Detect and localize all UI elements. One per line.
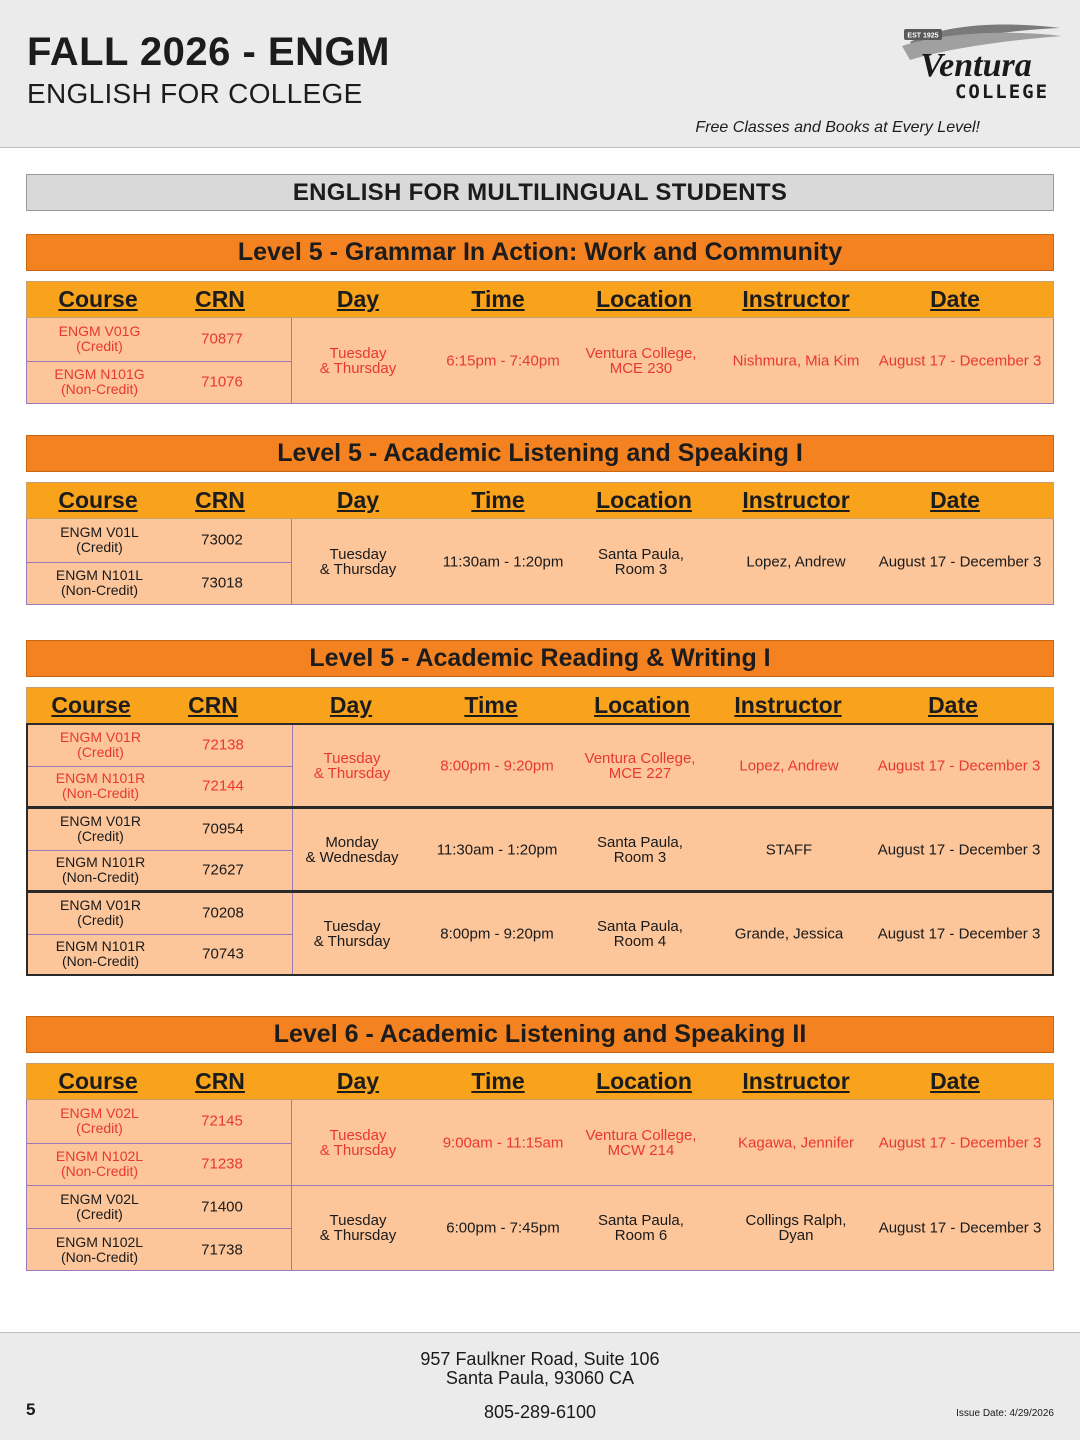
location-cell-line: Room 3 bbox=[613, 848, 667, 866]
crn: 73002 bbox=[201, 531, 243, 549]
course-code bbox=[27, 525, 172, 555]
instructor-cell-line: Collings Ralph, bbox=[745, 1212, 847, 1229]
location-cell-line: Room 3 bbox=[614, 560, 668, 578]
course-code bbox=[28, 898, 173, 928]
column-header-instructor: Instructor bbox=[742, 487, 850, 513]
date-cell: August 17 - December 3 bbox=[878, 1219, 1042, 1237]
course-id: ENGM N102L bbox=[55, 1148, 144, 1165]
day-cell-line: & Thursday bbox=[319, 560, 397, 578]
date-cell: August 17 - December 3 bbox=[878, 553, 1042, 570]
day-cell-line: Tuesday bbox=[323, 917, 381, 935]
location-cell-line: Ventura College, bbox=[585, 344, 697, 362]
column-header-instructor: Instructor bbox=[742, 1068, 850, 1094]
program-banner: ENGLISH FOR MULTILINGUAL STUDENTS bbox=[26, 174, 1054, 211]
column-header-crn: CRN bbox=[195, 286, 245, 312]
date-cell: August 17 - December 3 bbox=[877, 841, 1041, 858]
location-cell-line: MCE 227 bbox=[608, 764, 672, 782]
class-group bbox=[27, 519, 1053, 604]
date-cell: August 17 - December 3 bbox=[878, 1134, 1042, 1151]
column-header-row bbox=[26, 281, 1054, 318]
column-header-location: Location bbox=[594, 692, 690, 718]
instructor-cell bbox=[733, 353, 860, 368]
course-id: ENGM N101R bbox=[55, 854, 146, 871]
logo-est: EST 1925 bbox=[907, 32, 939, 40]
section-body bbox=[26, 1100, 1054, 1271]
crn: 70208 bbox=[202, 904, 244, 922]
day-cell-line: Tuesday bbox=[329, 1126, 387, 1144]
column-header-location: Location bbox=[596, 1068, 692, 1094]
column-header-date: Date bbox=[930, 487, 980, 513]
location-cell bbox=[597, 919, 683, 949]
table-row bbox=[28, 809, 293, 850]
course-block bbox=[27, 1100, 292, 1185]
day-cell-line: & Thursday bbox=[313, 764, 391, 782]
column-header-date: Date bbox=[928, 692, 978, 718]
column-header-course: Course bbox=[51, 692, 131, 718]
column-header-course: Course bbox=[58, 1068, 138, 1094]
day-cell bbox=[314, 919, 390, 949]
course-block bbox=[27, 1186, 292, 1270]
section-title: Level 5 - Grammar In Action: Work and Community bbox=[26, 234, 1054, 271]
column-header-day: Day bbox=[329, 692, 373, 718]
instructor-cell-line: Lopez, Andrew bbox=[739, 757, 839, 774]
tagline: Free Classes and Books at Every Level! bbox=[695, 119, 980, 136]
section-title: Level 5 - Academic Listening and Speaking I bbox=[26, 435, 1054, 472]
day-cell bbox=[320, 1213, 396, 1243]
instructor-cell-line: Grande, Jessica bbox=[734, 925, 844, 942]
course-code bbox=[27, 568, 172, 598]
instructor-cell-line: Lopez, Andrew bbox=[746, 553, 846, 570]
location-cell bbox=[586, 1128, 697, 1158]
day-cell-line: Tuesday bbox=[329, 1212, 387, 1229]
table-row bbox=[27, 318, 292, 361]
course-section bbox=[26, 234, 1054, 404]
day-cell bbox=[305, 835, 398, 865]
page-number: 5 bbox=[26, 1400, 36, 1419]
course-type: (Credit) bbox=[77, 912, 124, 929]
class-group bbox=[27, 1185, 1053, 1270]
location-cell-line: Room 4 bbox=[613, 932, 667, 950]
issue-date: Issue Date: 4/29/2026 bbox=[956, 1408, 1054, 1419]
table-row bbox=[28, 893, 293, 934]
column-header-instructor: Instructor bbox=[742, 286, 850, 312]
day-cell-line: Tuesday bbox=[329, 344, 387, 362]
location-cell-line: Santa Paula, bbox=[598, 1212, 684, 1229]
instructor-cell bbox=[738, 1135, 854, 1150]
course-section bbox=[26, 1016, 1054, 1271]
table-row bbox=[27, 519, 292, 562]
crn: 72144 bbox=[202, 777, 244, 795]
course-id: ENGM V01G bbox=[58, 323, 141, 340]
course-id: ENGM N101G bbox=[54, 366, 145, 383]
class-group bbox=[26, 723, 1054, 808]
crn: 72145 bbox=[201, 1112, 243, 1130]
column-header-row bbox=[26, 1063, 1054, 1100]
location-cell bbox=[585, 751, 696, 781]
table-row bbox=[27, 562, 292, 605]
instructor-cell bbox=[746, 1213, 847, 1243]
column-header-time: Time bbox=[471, 487, 525, 513]
crn: 71738 bbox=[201, 1241, 243, 1258]
table-row bbox=[28, 934, 293, 975]
location-cell-line: Santa Paula, bbox=[598, 545, 684, 563]
instructor-cell bbox=[746, 554, 845, 569]
column-header-row bbox=[26, 687, 1054, 724]
day-cell bbox=[320, 1128, 396, 1158]
course-code bbox=[28, 855, 173, 885]
footer-address-line1: 957 Faulkner Road, Suite 106 bbox=[420, 1349, 660, 1369]
day-cell-line: Tuesday bbox=[329, 545, 387, 563]
instructor-cell bbox=[735, 926, 843, 941]
course-type: (Non-Credit) bbox=[60, 1248, 138, 1265]
course-type: (Non-Credit) bbox=[61, 785, 139, 802]
time-cell: 8:00pm - 9:20pm bbox=[440, 925, 554, 942]
instructor-cell bbox=[766, 842, 812, 857]
table-row bbox=[27, 1186, 292, 1228]
course-block bbox=[28, 893, 293, 974]
table-row bbox=[28, 766, 293, 807]
course-code bbox=[27, 1192, 172, 1222]
location-cell-line: Ventura College, bbox=[584, 749, 696, 767]
course-id: ENGM V02L bbox=[60, 1105, 139, 1122]
course-code bbox=[27, 324, 172, 354]
course-id: ENGM V01L bbox=[60, 524, 139, 541]
time-cell: 9:00am - 11:15am bbox=[442, 1134, 564, 1151]
column-header-day: Day bbox=[336, 1068, 380, 1094]
location-cell-line: MCE 230 bbox=[609, 359, 673, 377]
table-row bbox=[27, 361, 292, 404]
column-header-row bbox=[26, 482, 1054, 519]
table-row bbox=[28, 850, 293, 891]
column-header-course: Course bbox=[58, 286, 138, 312]
location-cell-line: Santa Paula, bbox=[597, 917, 683, 935]
class-group bbox=[26, 891, 1054, 976]
class-group bbox=[27, 1100, 1053, 1185]
instructor-cell-line: Dyan bbox=[778, 1227, 814, 1244]
course-type: (Credit) bbox=[77, 744, 124, 761]
course-type: (Credit) bbox=[76, 1120, 123, 1137]
location-cell bbox=[598, 1213, 684, 1243]
day-cell bbox=[320, 346, 396, 376]
table-row bbox=[28, 725, 293, 766]
column-header-date: Date bbox=[930, 1068, 980, 1094]
day-cell bbox=[314, 751, 390, 781]
course-type: (Credit) bbox=[77, 828, 124, 845]
course-code bbox=[27, 1106, 172, 1136]
course-type: (Non-Credit) bbox=[60, 582, 138, 599]
course-type: (Non-Credit) bbox=[60, 1163, 138, 1180]
section-body bbox=[26, 318, 1054, 404]
location-cell-line: Room 6 bbox=[614, 1227, 668, 1244]
section-body bbox=[26, 519, 1054, 605]
day-cell-line: & Wednesday bbox=[305, 848, 399, 866]
course-type: (Credit) bbox=[76, 338, 123, 355]
column-header-time: Time bbox=[464, 692, 518, 718]
date-cell: August 17 - December 3 bbox=[878, 352, 1042, 369]
class-group bbox=[27, 318, 1053, 403]
time-cell: 11:30am - 1:20pm bbox=[442, 553, 564, 570]
column-header-time: Time bbox=[471, 1068, 525, 1094]
course-block bbox=[28, 725, 293, 806]
course-id: ENGM V01R bbox=[60, 897, 141, 914]
course-id: ENGM V02L bbox=[60, 1191, 139, 1207]
table-row bbox=[27, 1143, 292, 1186]
section-body bbox=[26, 723, 1054, 976]
course-type: (Non-Credit) bbox=[60, 381, 138, 398]
course-type: (Non-Credit) bbox=[61, 953, 139, 970]
column-header-crn: CRN bbox=[195, 487, 245, 513]
course-id: ENGM N101R bbox=[55, 770, 146, 787]
column-header-date: Date bbox=[930, 286, 980, 312]
course-id: ENGM V01R bbox=[60, 813, 141, 830]
course-block bbox=[28, 809, 293, 890]
column-header-crn: CRN bbox=[188, 692, 238, 718]
column-header-day: Day bbox=[336, 487, 380, 513]
course-id: ENGM N102L bbox=[55, 1233, 144, 1250]
day-cell-line: & Thursday bbox=[319, 359, 397, 377]
page-subtitle: ENGLISH FOR COLLEGE bbox=[27, 78, 363, 109]
location-cell bbox=[598, 547, 684, 577]
footer-address-line2: Santa Paula, 93060 CA bbox=[445, 1368, 635, 1388]
time-cell: 6:15pm - 7:40pm bbox=[446, 352, 560, 369]
section-title: Level 6 - Academic Listening and Speaking II bbox=[26, 1016, 1054, 1053]
course-id: ENGM N101R bbox=[55, 938, 146, 955]
course-code bbox=[27, 1235, 172, 1265]
location-cell bbox=[586, 346, 697, 376]
instructor-cell bbox=[739, 758, 838, 773]
instructor-cell-line: Kagawa, Jennifer bbox=[738, 1134, 854, 1151]
location-cell bbox=[597, 835, 683, 865]
date-cell: August 17 - December 3 bbox=[877, 757, 1041, 774]
column-header-day: Day bbox=[336, 286, 380, 312]
course-type: (Non-Credit) bbox=[61, 869, 139, 886]
time-cell: 8:00pm - 9:20pm bbox=[440, 757, 554, 774]
course-id: ENGM N101L bbox=[55, 567, 144, 584]
course-code bbox=[27, 1149, 172, 1179]
crn: 70877 bbox=[201, 330, 243, 348]
course-code bbox=[28, 814, 173, 844]
day-cell bbox=[320, 547, 396, 577]
column-header-instructor: Instructor bbox=[734, 692, 842, 718]
crn: 71238 bbox=[201, 1155, 243, 1173]
column-header-location: Location bbox=[596, 286, 692, 312]
class-group bbox=[26, 807, 1054, 892]
crn: 73018 bbox=[201, 574, 243, 592]
course-code bbox=[27, 367, 172, 397]
day-cell-line: Monday bbox=[325, 833, 379, 851]
page-footer bbox=[0, 1332, 1080, 1440]
page-title: FALL 2026 - ENGM bbox=[27, 30, 390, 74]
location-cell-line: Santa Paula, bbox=[597, 833, 683, 851]
column-header-crn: CRN bbox=[195, 1068, 245, 1094]
location-cell-line: MCW 214 bbox=[607, 1141, 675, 1159]
column-header-location: Location bbox=[596, 487, 692, 513]
course-code bbox=[28, 771, 173, 801]
time-cell: 6:00pm - 7:45pm bbox=[446, 1219, 560, 1237]
course-code bbox=[28, 939, 173, 969]
crn: 70954 bbox=[202, 820, 244, 838]
logo-sub: COLLEGE bbox=[954, 81, 1050, 103]
date-cell: August 17 - December 3 bbox=[877, 925, 1041, 942]
time-cell: 11:30am - 1:20pm bbox=[436, 841, 558, 858]
ventura-college-logo bbox=[890, 20, 1065, 105]
course-id: ENGM V01R bbox=[60, 729, 141, 746]
instructor-cell-line: Nishmura, Mia Kim bbox=[732, 352, 860, 369]
page-header bbox=[0, 0, 1080, 148]
table-row bbox=[27, 1100, 292, 1143]
crn: 71076 bbox=[201, 373, 243, 391]
day-cell-line: Tuesday bbox=[323, 749, 381, 767]
table-row bbox=[27, 1228, 292, 1270]
course-section bbox=[26, 435, 1054, 605]
column-header-time: Time bbox=[471, 286, 525, 312]
logo-name: Ventura bbox=[920, 47, 1032, 84]
column-header-course: Course bbox=[58, 487, 138, 513]
crn: 70743 bbox=[202, 945, 244, 963]
course-type: (Credit) bbox=[76, 539, 123, 556]
course-type: (Credit) bbox=[76, 1206, 123, 1222]
day-cell-line: & Thursday bbox=[319, 1141, 397, 1159]
footer-phone: 805-289-6100 bbox=[483, 1402, 597, 1422]
location-cell-line: Ventura College, bbox=[585, 1126, 697, 1144]
day-cell-line: & Thursday bbox=[319, 1227, 397, 1244]
crn: 72138 bbox=[202, 736, 244, 754]
crn: 72627 bbox=[202, 861, 244, 879]
crn: 71400 bbox=[201, 1198, 243, 1216]
instructor-cell-line: STAFF bbox=[765, 841, 813, 858]
course-block bbox=[27, 318, 292, 403]
course-code bbox=[28, 730, 173, 760]
course-section bbox=[26, 640, 1054, 976]
course-block bbox=[27, 519, 292, 604]
section-title: Level 5 - Academic Reading & Writing I bbox=[26, 640, 1054, 677]
day-cell-line: & Thursday bbox=[313, 932, 391, 950]
